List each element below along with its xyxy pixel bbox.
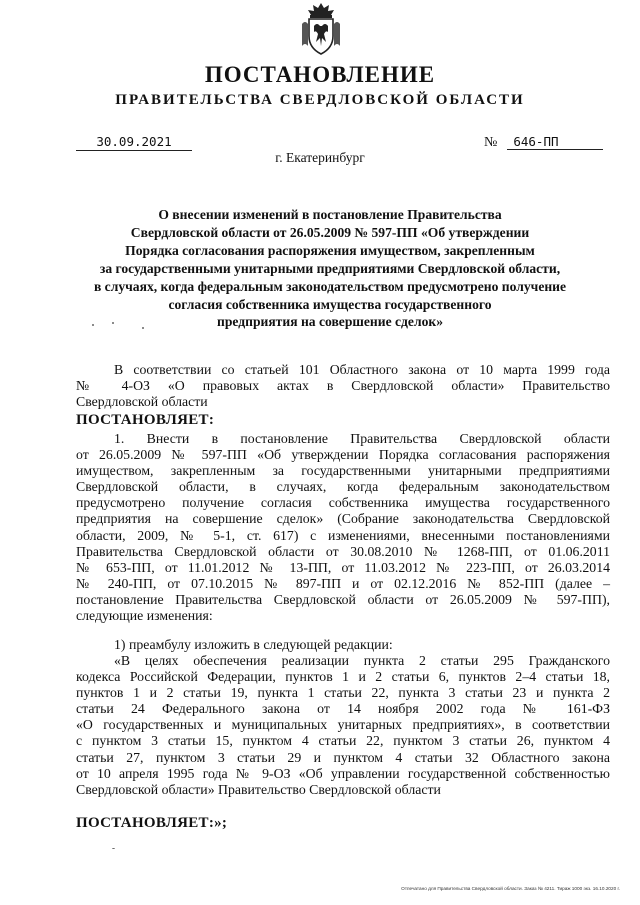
text-line: Правительства Свердловской области от 30.08.2010 № 1268-ПП, от 01.06.2011 — [76, 543, 610, 559]
document-title: ПОСТАНОВЛЕНИЕ — [204, 62, 436, 87]
text-line: предусмотрено получение согласия собственника имущества государственного — [76, 495, 610, 511]
text-line: В соответствии со статьей 101 Областного закона от 10 марта 1999 года — [114, 362, 610, 377]
text-line: статьи 27, пунктом 3 статьи 29 и пунктом 4 статьи 32 Областного закона — [76, 749, 610, 765]
subject-line: О внесении изменений в постановление Правительства — [158, 207, 502, 222]
preamble-paragraph — [76, 362, 610, 410]
subject-line: Порядка согласования распоряжения имуществом, закрепленным — [125, 242, 535, 258]
text-line: пунктов 1 и 2 статьи 19, пункта 1 статьи 22, пункта 3 статьи 23 и пункта 2 — [76, 685, 610, 701]
text-line: «В целях обеспечения реализации пункта 2 статьи 295 Гражданского — [114, 653, 610, 668]
document-number-block — [484, 134, 603, 151]
document-date: 30.09.2021 — [76, 134, 192, 151]
subitem-1 — [76, 637, 610, 653]
document-number: 646-ПП — [507, 134, 603, 150]
scan-speck — [92, 324, 94, 326]
text-line: 1) преамбулу изложить в следующей редакции: — [114, 637, 393, 652]
text-line: «О государственных и муниципальных унитарных предприятиях», в соответствии — [76, 717, 610, 733]
subject-line: за государственными унитарными предприятиями Свердловской области, — [99, 260, 561, 276]
subject-line: согласия собственника имущества государственного — [168, 296, 492, 312]
text-line: следующие изменения: — [76, 608, 213, 624]
text-line: кодекса Российской Федерации, пунктов 1 и 2 статьи 6, пунктов 2–4 статьи 18, — [76, 669, 610, 685]
text-line: № 4-ОЗ «О правовых актах в Свердловской области» Правительство — [76, 378, 610, 394]
item-1-paragraph — [76, 431, 610, 624]
document-subtitle: ПРАВИТЕЛЬСТВА СВЕРДЛОВСКОЙ ОБЛАСТИ — [115, 92, 525, 108]
city-name: г. Екатеринбург — [275, 150, 365, 165]
text-line: от 10 апреля 1995 года № 9-ОЗ «Об управлении государственной собственностью — [76, 765, 610, 781]
text-line: с пунктом 3 статьи 15, пунктом 4 статьи 22, пунктом 3 статьи 26, пунктом 4 — [76, 733, 610, 749]
number-sign: № — [484, 135, 498, 150]
coat-of-arms-emblem — [300, 2, 342, 56]
text-line: № 240-ПП, от 07.10.2015 № 897-ПП и от 02.12.2016 № 852-ПП (далее – — [76, 575, 610, 591]
subject-line: в случаях, когда федеральным законодательством предусмотрено получение — [93, 278, 567, 294]
document-subject — [60, 206, 600, 331]
text-line: предприятия на совершение сделок» (Собрание законодательства Свердловской — [76, 511, 610, 527]
text-line: № 653-ПП, от 11.01.2012 № 13-ПП, от 11.03.2012 № 223-ПП, от 26.03.2014 — [76, 559, 610, 575]
subject-line: Свердловской области от 26.05.2009 № 597-ПП «Об утверждении — [130, 224, 530, 240]
text-line: постановление Правительства Свердловской области от 26.05.2009 № 597-ПП), — [76, 591, 610, 607]
text-line: статьи 24 Федерального закона от 14 ноября 2002 года № 161-ФЗ — [76, 701, 610, 717]
text-line: Свердловской области — [76, 394, 208, 410]
text-line: от 26.05.2009 № 597-ПП «Об утверждении Порядка согласования распоряжения — [76, 447, 610, 463]
text-line: области, 2009, № 5-1, ст. 617) с изменениями, внесенными постановлениями — [76, 527, 610, 543]
text-line: имуществом, закрепленным за государственными унитарными предприятиями — [76, 463, 610, 479]
subject-line: предприятия на совершение сделок» — [216, 314, 444, 330]
quoted-preamble — [76, 653, 610, 798]
text-line: 1. Внести в постановление Правительства Свердловской области — [114, 431, 610, 446]
print-imprint: Отпечатано для Правительства Свердловской области. Заказ № 4211. Тираж 1000 экз. 16.10.2020 г. — [401, 886, 620, 891]
scan-speck — [112, 848, 115, 849]
decree-word-quoted: ПОСТАНОВЛЯЕТ:»; — [76, 815, 228, 831]
scan-speck — [112, 322, 114, 324]
scan-speck — [142, 327, 144, 329]
text-line: Свердловской области, в случаях, когда федеральным законодательством — [76, 479, 610, 495]
decree-word: ПОСТАНОВЛЯЕТ: — [76, 412, 215, 428]
text-line: Свердловской области» Правительство Свердловской области — [76, 781, 441, 797]
